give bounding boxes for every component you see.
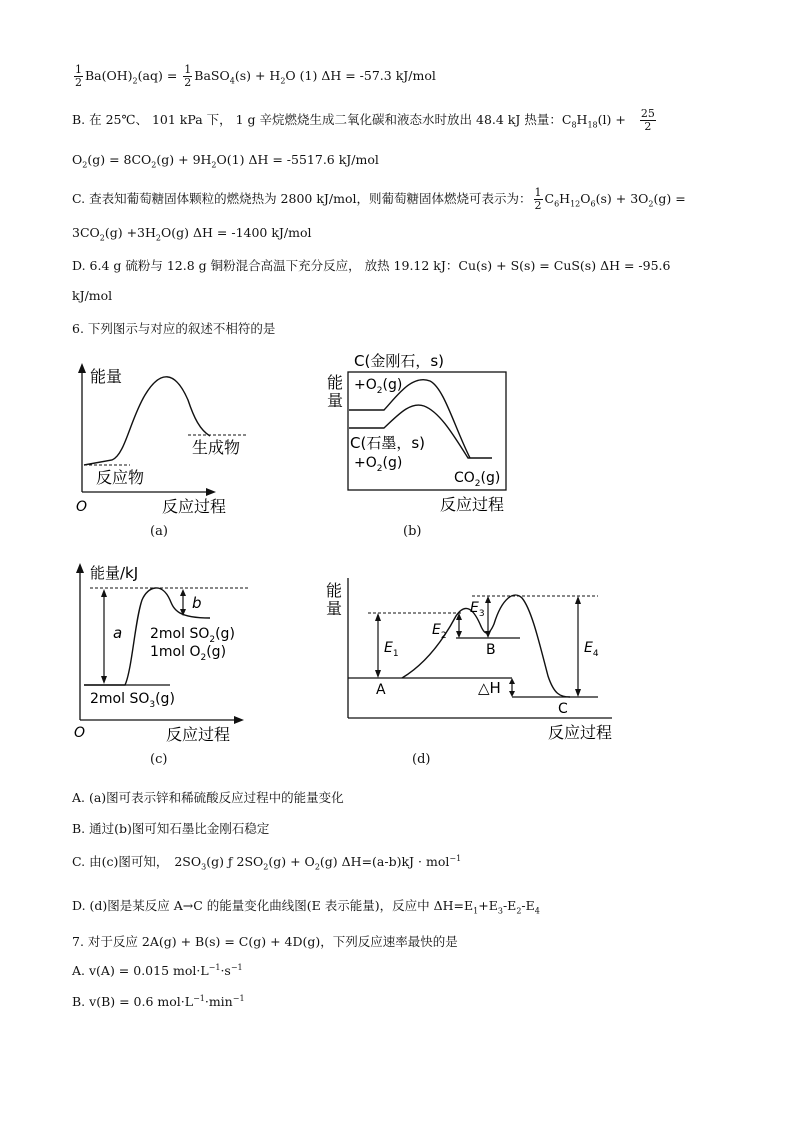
e4-label: $E_4$ bbox=[584, 640, 599, 659]
so2-label: 2mol $SO_2(g)$ bbox=[150, 626, 235, 645]
arrow-up-icon bbox=[101, 589, 107, 597]
figure-a bbox=[70, 360, 270, 520]
a-label: a bbox=[113, 624, 123, 642]
figure-d bbox=[322, 576, 622, 748]
point-a-label: A bbox=[376, 682, 386, 698]
point-b-label: B bbox=[486, 642, 496, 658]
fraction: $\frac{1}{2}$ bbox=[534, 186, 542, 212]
q6-stem: 6. 下列图示与对应的叙述不相符的是 bbox=[72, 321, 276, 336]
y-label-1: 能 bbox=[327, 373, 344, 392]
arrow-up-icon bbox=[375, 613, 381, 621]
caption-b: (b) bbox=[403, 524, 422, 539]
y-label-2: 量 bbox=[326, 599, 343, 618]
arrow-up-icon bbox=[180, 589, 186, 596]
reactant-label: 反应物 bbox=[96, 468, 145, 487]
fraction: $\frac{25}{2}$ bbox=[640, 107, 655, 133]
arrow-up-icon bbox=[575, 596, 581, 604]
arrow-up-icon bbox=[509, 678, 515, 684]
dh-label: △H bbox=[478, 679, 501, 697]
q7-option-b: B. v(B) = 0.6 $mol\cdot L^{-1}\cdot\min^{-1}$ bbox=[72, 994, 245, 1010]
q7-stem: 7. 对于反应 2A(g) + B(s) = C(g) + 4D(g)，下列反应速率最快的是 bbox=[72, 934, 458, 949]
q7-option-a: A. v(A) = 0.015 $mol\cdot L^{-1}\cdot s^{-1}$ bbox=[72, 963, 243, 979]
bottom-o2-label: $+O_2(g)$ bbox=[354, 455, 403, 474]
arrow-down-icon bbox=[575, 689, 581, 697]
caption-c: (c) bbox=[150, 752, 168, 767]
arrow-up-icon bbox=[76, 563, 84, 573]
arrow-down-icon bbox=[375, 670, 381, 678]
arrow-down-icon bbox=[485, 631, 491, 638]
bottom-label: C(石墨，s) bbox=[350, 434, 425, 452]
arrow-up-icon bbox=[78, 363, 86, 373]
product-label: 生成物 bbox=[192, 438, 241, 457]
q5-option-d-line2: kJ/mol bbox=[72, 288, 113, 303]
y-label: 能量 bbox=[90, 367, 123, 386]
top-o2-label: $+O_2(g)$ bbox=[354, 377, 403, 396]
b-label: b bbox=[192, 594, 202, 612]
fraction: $\frac{1}{2}$ bbox=[75, 63, 82, 89]
q5-option-d-line1: D. 6.4 g 硫粉与 12.8 g 铜粉混合高温下充分反应， 放热 19.12 kJ：Cu(s) + S(s) = CuS(s) ΔH = -95.6 bbox=[72, 258, 671, 273]
point-c-label: C bbox=[558, 701, 568, 717]
q5-option-a-equation: $\frac{1}{2}$ $Ba(OH)_2(aq)$ = $\frac{1}{2}$ BaSO$_4$(s) + $H_2O$ (1) ΔH = -57.3 kJ/mol bbox=[75, 63, 436, 89]
q5-option-c-line1: C. 查表知葡萄糖固体颗粒的燃烧热为 2800 kJ/mol，则葡萄糖固体燃烧可表示为： $\frac{1}{2}$ $C_6H_{12}O_6(s) + 3O_2(g)$ = bbox=[72, 186, 686, 212]
figure-c bbox=[70, 560, 280, 745]
q5-option-b-line2: $O_2(g) = 8CO_2(g) + 9H_2O(1) \Delta H = -5517.6$ kJ/mol bbox=[72, 152, 379, 170]
origin-label: O bbox=[76, 499, 88, 515]
e2-label: $E_2$ bbox=[432, 622, 447, 641]
arrow-down-icon bbox=[101, 676, 107, 684]
so3-label: 2mol $SO_3(g)$ bbox=[90, 691, 175, 710]
co2-label: $CO_2(g)$ bbox=[454, 470, 501, 489]
x-label: 反应过程 bbox=[440, 495, 505, 514]
q5-option-c-line2: $3CO_2(g) +3H_2O(g) \Delta H = -1400$ kJ/mol bbox=[72, 225, 312, 243]
y-label-1: 能 bbox=[326, 581, 343, 600]
q6-option-c: C. 由(c)图可知， $2SO_3(g)$ ƒ $2SO_2(g) + O_2(g) \Delta H=(a-b)kJ \cdot mol^{-1}$ bbox=[72, 853, 462, 872]
caption-d: (d) bbox=[412, 752, 431, 767]
q6-option-b: B. 通过(b)图可知石墨比金刚石稳定 bbox=[72, 821, 270, 836]
q6-option-a: A. (a)图可表示锌和稀硫酸反应过程中的能量变化 bbox=[72, 790, 344, 805]
q5-option-b-line1: B. 在 25℃、 101 kPa 下， 1 g 辛烷燃烧生成二氧化碳和液态水时放出 48.4 kJ 热量：$C_8H_{18}(l)$ + $\frac{25}{2}$ bbox=[72, 107, 655, 133]
x-label: 反应过程 bbox=[548, 723, 613, 742]
origin-label: O bbox=[74, 725, 86, 741]
x-label: 反应过程 bbox=[166, 725, 231, 744]
arrow-down-icon bbox=[509, 691, 515, 697]
q6-option-d: D. (d)图是某反应 A→C 的能量变化曲线图(E 表示能量)，反应中 $\Delta H=E_1+E_3-E_2-E_4$ bbox=[72, 898, 540, 916]
caption-a: (a) bbox=[150, 524, 168, 539]
figure-b bbox=[322, 346, 522, 518]
o2-label: 1mol $O_2(g)$ bbox=[150, 644, 227, 663]
arrow-right-icon bbox=[206, 488, 216, 496]
e3-label: $E_3$ bbox=[470, 600, 485, 619]
fraction: $\frac{1}{2}$ bbox=[184, 63, 192, 89]
y-label-2: 量 bbox=[327, 391, 344, 410]
top-label: C(金刚石，s) bbox=[354, 352, 444, 370]
arrow-up-icon bbox=[485, 596, 491, 603]
arrow-right-icon bbox=[234, 716, 244, 724]
x-label: 反应过程 bbox=[162, 497, 227, 516]
e1-label: $E_1$ bbox=[384, 640, 399, 659]
y-label: 能量/kJ bbox=[90, 564, 139, 582]
arrow-down-icon bbox=[456, 631, 462, 638]
